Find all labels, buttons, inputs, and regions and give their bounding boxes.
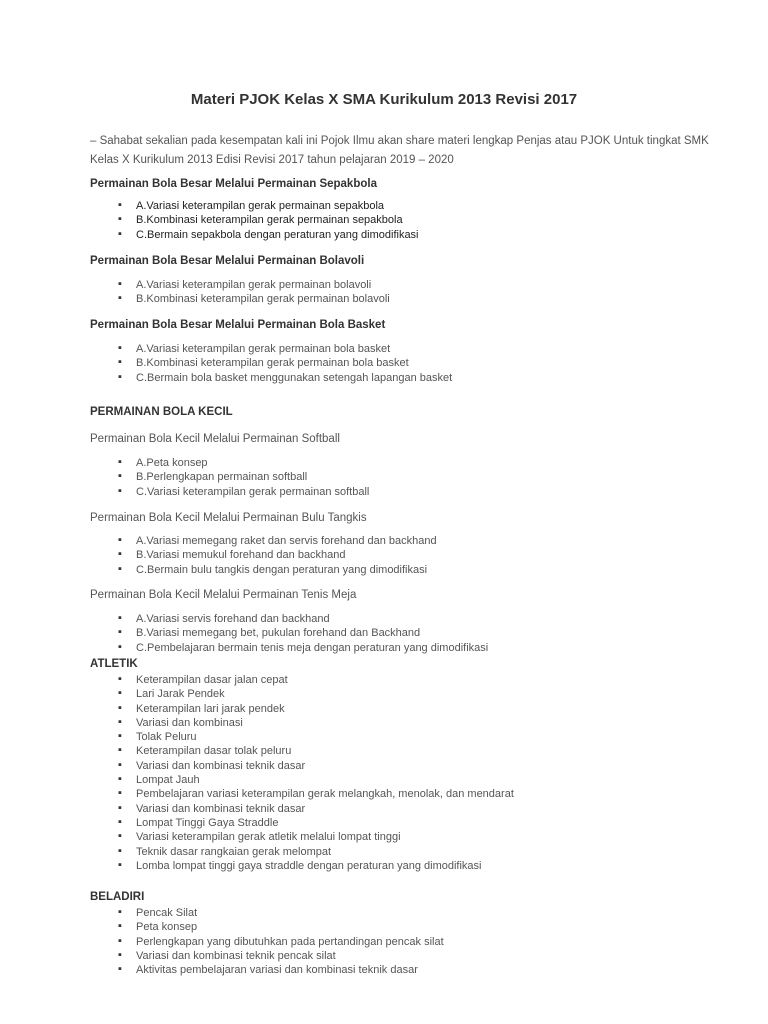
list-item: ▪ A.Variasi keterampilan gerak permainan bola basket (118, 342, 452, 356)
heading-beladiri: BELADIRI (90, 891, 145, 903)
list-item: ▪ Lari Jarak Pendek (118, 687, 514, 701)
list-item: ▪ Lompat Tinggi Gaya Straddle (118, 816, 514, 830)
list-item: ▪ Keterampilan lari jarak pendek (118, 702, 514, 716)
list-item: ▪ Variasi dan kombinasi teknik dasar (118, 759, 514, 773)
list-item: ▪ C.Bermain sepakbola dengan peraturan yang dimodifikasi (118, 228, 419, 242)
list-item: ▪ B.Variasi memegang bet, pukulan forehand dan Backhand (118, 626, 488, 640)
list-sepakbola (118, 199, 419, 242)
list-item: ▪ B.Kombinasi keterampilan gerak permainan sepakbola (118, 213, 419, 227)
list-item: ▪ Pencak Silat (118, 906, 444, 920)
list-item: ▪ A.Variasi servis forehand dan backhand (118, 612, 488, 626)
document-title: Materi PJOK Kelas X SMA Kurikulum 2013 Revisi 2017 (190, 91, 578, 108)
list-atletik (118, 673, 514, 873)
list-item: ▪ A.Variasi keterampilan gerak permainan bolavoli (118, 278, 390, 292)
list-item: ▪ B.Variasi memukul forehand dan backhand (118, 548, 437, 562)
list-item: ▪ Keterampilan dasar tolak peluru (118, 744, 514, 758)
list-item: ▪ A.Variasi keterampilan gerak permainan sepakbola (118, 199, 419, 213)
list-item: ▪ A.Peta konsep (118, 456, 369, 470)
list-item: ▪ Peta konsep (118, 920, 444, 934)
list-item: ▪ C.Variasi keterampilan gerak permainan softball (118, 485, 369, 499)
list-item: ▪ Lompat Jauh (118, 773, 514, 787)
list-item: ▪ Perlengkapan yang dibutuhkan pada pertandingan pencak silat (118, 935, 444, 949)
list-bulu-tangkis (118, 534, 437, 577)
list-item: ▪ B.Perlengkapan permainan softball (118, 470, 369, 484)
list-item: ▪ Variasi keterampilan gerak atletik melalui lompat tinggi (118, 830, 514, 844)
list-bolavoli (118, 278, 390, 307)
list-basket (118, 342, 452, 385)
list-item: ▪ B.Kombinasi keterampilan gerak permainan bola basket (118, 356, 452, 370)
list-item: ▪ Tolak Peluru (118, 730, 514, 744)
list-softball (118, 456, 369, 499)
list-item: ▪ Pembelajaran variasi keterampilan gerak melangkah, menolak, dan mendarat (118, 787, 514, 801)
list-tenis-meja (118, 612, 488, 655)
list-item: ▪ Variasi dan kombinasi teknik dasar (118, 802, 514, 816)
heading-tenis-meja: Permainan Bola Kecil Melalui Permainan Tenis Meja (90, 589, 357, 601)
list-item: ▪ Aktivitas pembelajaran variasi dan kombinasi teknik dasar (118, 963, 444, 977)
heading-bolavoli: Permainan Bola Besar Melalui Permainan Bolavoli (90, 255, 365, 267)
heading-basket: Permainan Bola Besar Melalui Permainan Bola Basket (90, 319, 386, 331)
heading-atletik: ATLETIK (90, 658, 138, 670)
list-item: ▪ Teknik dasar rangkaian gerak melompat (118, 845, 514, 859)
list-item: ▪ A.Variasi memegang raket dan servis forehand dan backhand (118, 534, 437, 548)
list-item: ▪ C.Pembelajaran bermain tenis meja dengan peraturan yang dimodifikasi (118, 641, 488, 655)
heading-bola-kecil: PERMAINAN BOLA KECIL (90, 406, 233, 418)
heading-bulu-tangkis: Permainan Bola Kecil Melalui Permainan Bulu Tangkis (90, 512, 367, 524)
heading-sepakbola: Permainan Bola Besar Melalui Permainan Sepakbola (90, 178, 377, 190)
intro-paragraph: – Sahabat sekalian pada kesempatan kali ini Pojok Ilmu akan share materi lengkap Penjas atau PJOK Untuk tingkat SMK Kelas X Kurikulum 2013 Edisi Revisi 2017 tahun pelajaran 2019 – 2020 (90, 135, 709, 166)
list-item: ▪ Variasi dan kombinasi (118, 716, 514, 730)
list-item: ▪ Keterampilan dasar jalan cepat (118, 673, 514, 687)
list-beladiri (118, 906, 444, 977)
list-item: ▪ Lomba lompat tinggi gaya straddle dengan peraturan yang dimodifikasi (118, 859, 514, 873)
heading-softball: Permainan Bola Kecil Melalui Permainan Softball (90, 433, 340, 445)
list-item: ▪ Variasi dan kombinasi teknik pencak silat (118, 949, 444, 963)
list-item: ▪ C.Bermain bola basket menggunakan setengah lapangan basket (118, 371, 452, 385)
list-item: ▪ B.Kombinasi keterampilan gerak permainan bolavoli (118, 292, 390, 306)
list-item: ▪ C.Bermain bulu tangkis dengan peraturan yang dimodifikasi (118, 563, 437, 577)
